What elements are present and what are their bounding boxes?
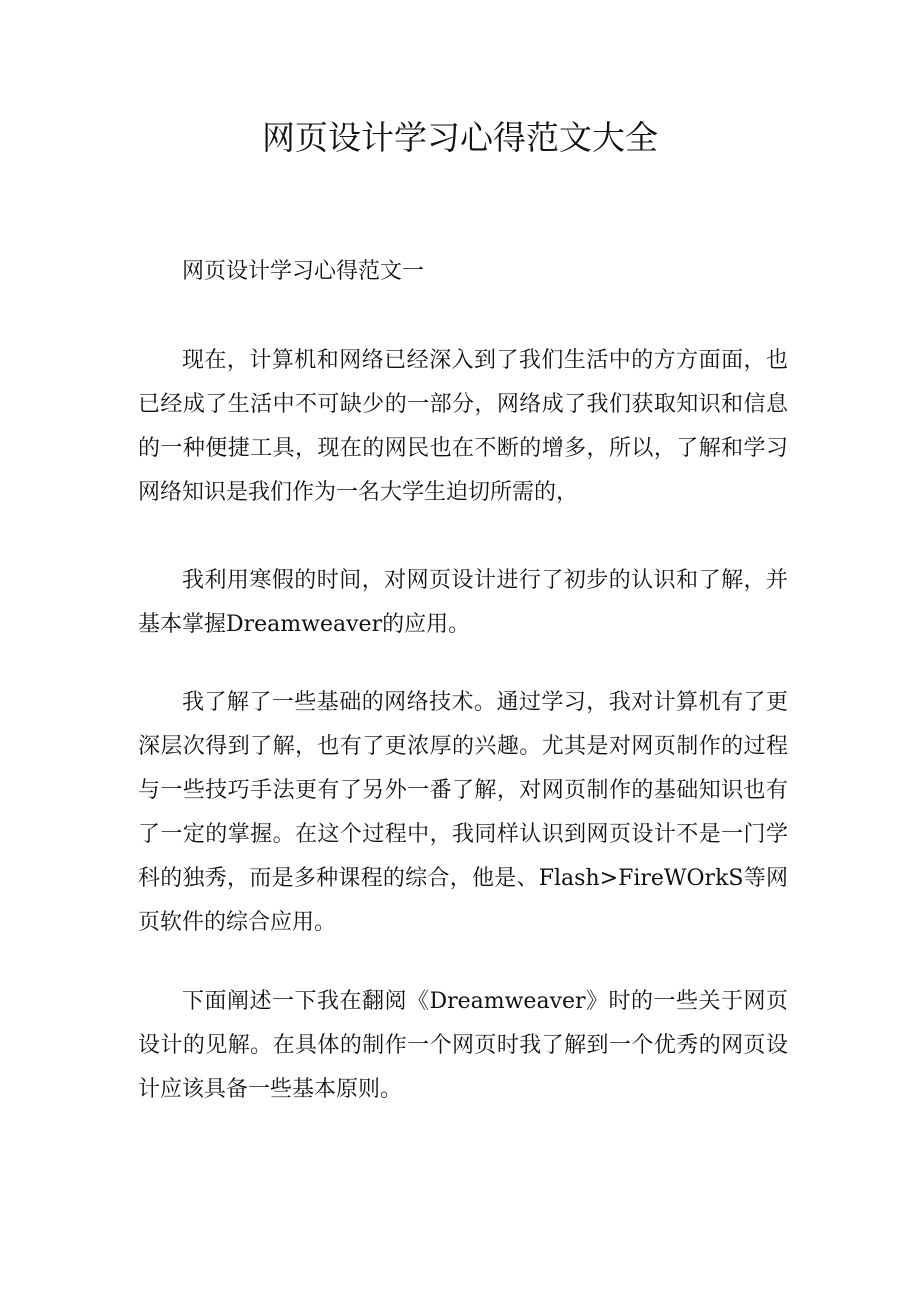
paragraph: 我利用寒假的时间，对网页设计进行了初步的认识和了解，并基本掌握Dreamweaver的应用。	[138, 568, 788, 637]
paragraph: 现在，计算机和网络已经深入到了我们生活中的方方面面，也已经成了生活中不可缺少的一部分，网络成了我们获取知识和信息的一种便捷工具，现在的网民也在不断的增多，所以，了解和学习网络知识是我们作为一名大学生迫切所需的，	[138, 348, 788, 505]
document-title: 网页设计学习心得范文大全	[262, 118, 658, 157]
section-heading: 网页设计学习心得范文一	[182, 259, 425, 284]
paragraph: 我了解了一些基础的网络技术。通过学习，我对计算机有了更深层次得到了解，也有了更浓厚的兴趣。尤其是对网页制作的过程与一些技巧手法更有了另外一番了解，对网页制作的基础知识也有了一定的掌握。在这个过程中，我同样认识到网页设计不是一门学科的独秀，而是多种课程的综合，他是、Flash>FireWOrkS等网页软件的综合应用。	[138, 690, 788, 935]
paragraph: 下面阐述一下我在翻阅《Dreamweaver》时的一些关于网页设计的见解。在具体的制作一个网页时我了解到一个优秀的网页设计应该具备一些基本原则。	[138, 989, 788, 1102]
